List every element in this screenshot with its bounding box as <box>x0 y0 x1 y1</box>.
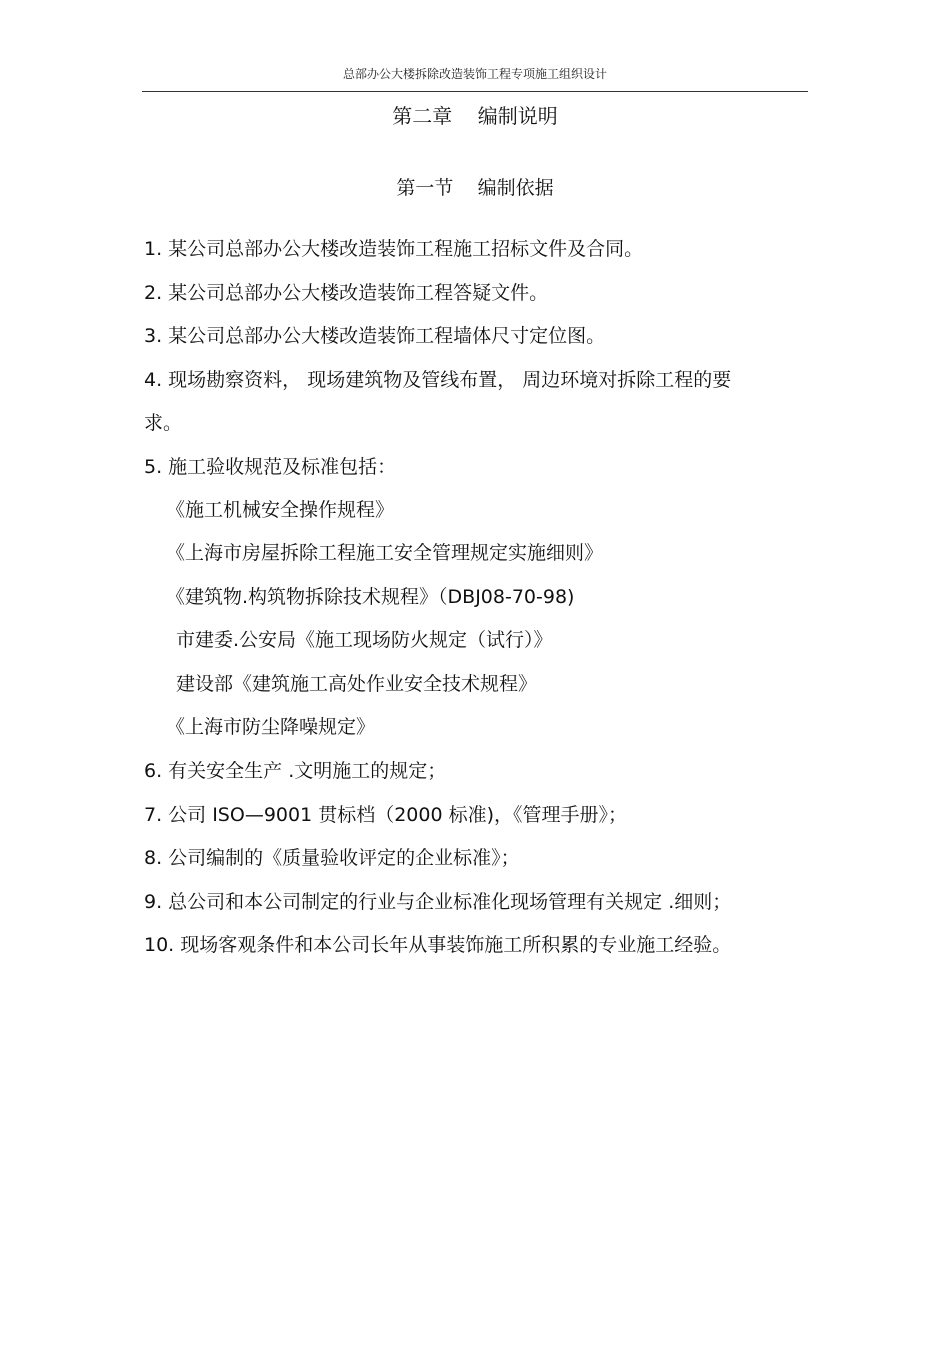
standard-item-4: 市建委.公安局《施工现场防火规定（试行）》 <box>176 629 553 651</box>
basis-item-1: 1. 某公司总部办公大楼改造装饰工程施工招标文件及合同。 <box>144 238 644 260</box>
basis-item-4: 4. 现场勘察资料， 现场建筑物及管线布置， 周边环境对拆除工程的要 <box>144 369 732 391</box>
basis-item-7: 7. 公司 ISO—9001 贯标档（2000 标准)，《管理手册》； <box>144 804 628 826</box>
header-divider <box>142 91 808 92</box>
basis-item-5: 5. 施工验收规范及标准包括： <box>144 456 397 478</box>
chapter-title: 第二章 编制说明 <box>392 104 558 128</box>
running-header: 总部办公大楼拆除改造装饰工程专项施工组织设计 <box>342 67 607 81</box>
basis-item-6: 6. 有关安全生产 .文明施工的规定； <box>144 760 447 782</box>
standard-item-2: 《上海市房屋拆除工程施工安全管理规定实施细则》 <box>166 542 604 564</box>
section-title: 第一节 编制依据 <box>396 177 554 199</box>
basis-item-8: 8. 公司编制的《质量验收评定的企业标准》； <box>144 847 520 869</box>
standard-item-6: 《上海市防尘降噪规定》 <box>166 716 376 738</box>
basis-item-3: 3. 某公司总部办公大楼改造装饰工程墙体尺寸定位图。 <box>144 325 606 347</box>
basis-item-4-continued: 求。 <box>144 412 183 434</box>
standard-item-5: 建设部《建筑施工高处作业安全技术规程》 <box>176 673 538 695</box>
standard-item-3: 《建筑物.构筑物拆除技术规程》（DBJ08-70-98) <box>166 586 575 608</box>
basis-item-9: 9. 总公司和本公司制定的行业与企业标准化现场管理有关规定 .细则； <box>144 891 732 913</box>
basis-item-10: 10. 现场客观条件和本公司长年从事装饰施工所积累的专业施工经验。 <box>144 934 732 956</box>
basis-item-2: 2. 某公司总部办公大楼改造装饰工程答疑文件。 <box>144 282 549 304</box>
standard-item-1: 《施工机械安全操作规程》 <box>166 499 395 521</box>
